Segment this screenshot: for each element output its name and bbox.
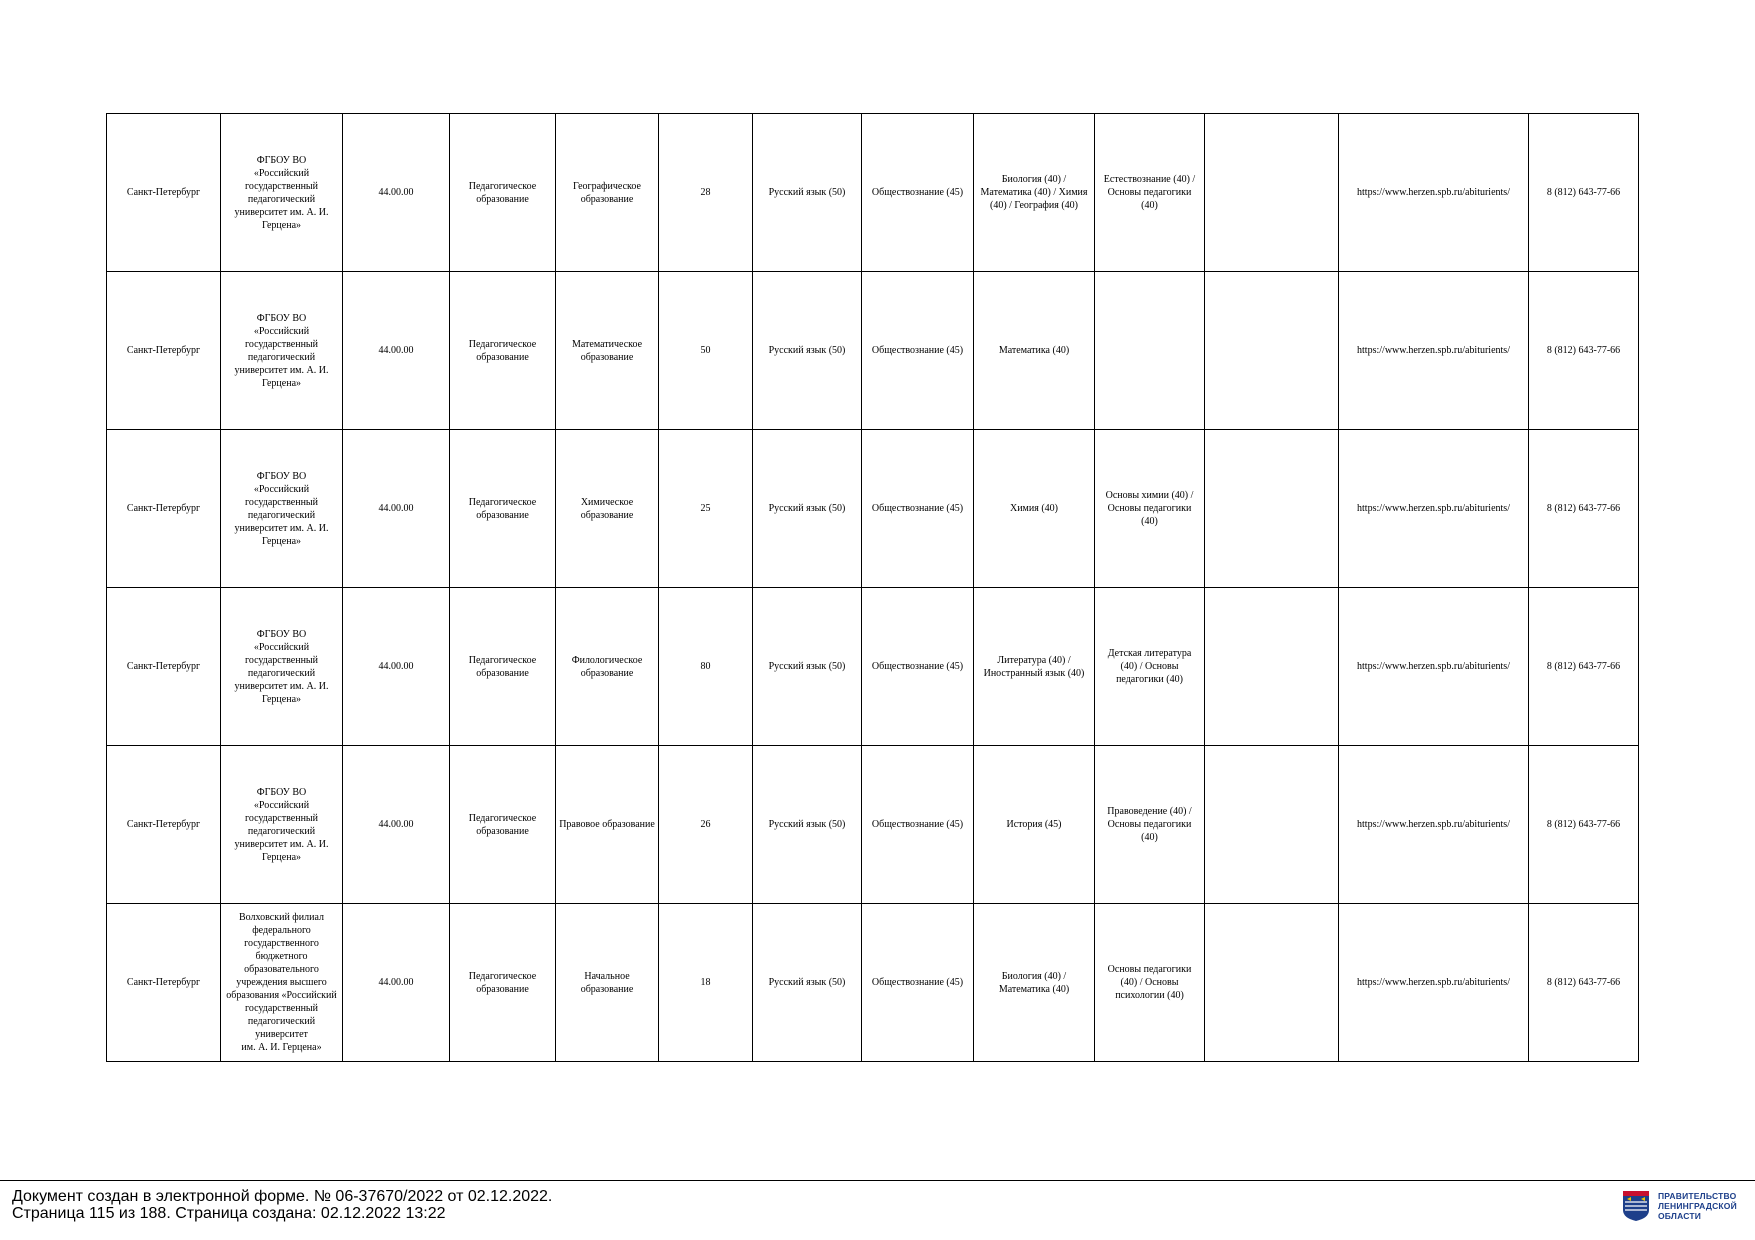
field-cell [450,114,556,272]
university-cell-line: ФГБОУ ВО [256,786,307,798]
exam-profile-cell-line: Математика (40) [998,983,1070,995]
university-cell-line: «Российский [253,325,310,337]
exam-social-cell: Обществознание (45) [862,746,974,904]
field-cell-line: Педагогическое [468,180,537,192]
phone-cell: 8 (812) 643-77-66 [1529,430,1639,588]
exam-profile-cell [974,114,1095,272]
university-cell-line: государственный [245,496,318,508]
university-cell-line: Герцена» [261,535,302,547]
university-cell-line: «Российский [253,483,310,495]
university-cell-line: «Российский [253,641,310,653]
university-cell-line: государственный [245,654,318,666]
exam-additional-cell-line: (40) [1141,832,1158,843]
profile-cell-line: Математическое [571,338,643,350]
admissions-table [106,113,1639,1062]
exam-additional-cell [1095,114,1205,272]
profile-cell-line: Химическое [580,496,634,508]
website-cell: https://www.herzen.spb.ru/abiturients/ [1339,746,1529,904]
profile-cell-line: образование [580,983,634,995]
exam-profile-cell-line: Математика (40) / Химия [980,187,1088,198]
profile-cell [556,114,659,272]
university-cell-line: государственный [245,1003,318,1014]
field-cell-line: Педагогическое [468,970,537,982]
profile-cell-line: образование [580,351,634,363]
exam-additional-cell-line: Основы химии (40) / [1105,490,1194,501]
city-cell: Санкт-Петербург [107,904,221,1062]
exam-profile-cell [974,904,1095,1062]
university-cell-line: федерального [252,925,311,936]
program-code-cell: 44.00.00 [343,272,450,430]
university-cell-line: образовательного [244,964,319,975]
exam-additional-cell-line: педагогики (40) [1116,674,1183,685]
empty-cell [1205,114,1339,272]
field-cell-line: Педагогическое [468,338,537,350]
exam-additional-cell [1095,588,1205,746]
university-cell-line: бюджетного [255,951,308,962]
university-cell [221,588,343,746]
profile-cell [556,272,659,430]
exam-profile-cell-line: Биология (40) / [1001,970,1067,982]
profile-cell [556,588,659,746]
exam-profile-cell [974,746,1095,904]
university-cell-line: государственного [244,938,319,949]
university-cell [221,904,343,1062]
university-cell-line: «Российский [253,799,310,811]
university-cell-line: государственный [245,812,318,824]
university-cell-line: им. А. И. Герцена» [241,1042,322,1053]
exam-additional-cell-line: Детская литература [1107,648,1192,659]
table-row [107,114,1639,272]
field-cell-line: Педагогическое [468,654,537,666]
phone-cell: 8 (812) 643-77-66 [1529,272,1639,430]
university-cell-line: Герцена» [261,377,302,389]
field-cell-line: образование [476,825,529,837]
exam-social-cell: Обществознание (45) [862,430,974,588]
exam-profile-cell-line: Биология (40) / [1001,174,1067,185]
website-cell: https://www.herzen.spb.ru/abiturients/ [1339,114,1529,272]
profile-cell [556,430,659,588]
program-code-cell: 44.00.00 [343,746,450,904]
logo-text-line-1: ПРАВИТЕЛЬСТВО [1658,1191,1737,1201]
field-cell-line: образование [476,193,529,205]
empty-cell [1205,588,1339,746]
university-cell-line: педагогический [247,825,316,837]
phone-cell: 8 (812) 643-77-66 [1529,588,1639,746]
exam-additional-cell-line: (40) / Основы [1120,977,1179,988]
phone-cell: 8 (812) 643-77-66 [1529,114,1639,272]
phone-cell: 8 (812) 643-77-66 [1529,746,1639,904]
website-cell: https://www.herzen.spb.ru/abiturients/ [1339,272,1529,430]
university-cell-line: Герцена» [261,851,302,863]
seats-cell: 26 [659,746,753,904]
city-cell: Санкт-Петербург [107,114,221,272]
city-cell: Санкт-Петербург [107,430,221,588]
exam-profile-cell-line: Химия (40) [1009,503,1058,514]
university-cell-line: университет им. А. И. [234,206,329,218]
field-cell-line: образование [476,667,529,679]
government-logo [1622,1190,1740,1224]
exam-additional-cell [1095,430,1205,588]
exam-additional-cell-line: Основы педагогики [1107,819,1192,830]
website-cell: https://www.herzen.spb.ru/abiturients/ [1339,588,1529,746]
empty-cell [1205,272,1339,430]
table-row [107,588,1639,746]
exam-profile-cell-line: Математика (40) [998,345,1070,356]
seats-cell: 25 [659,430,753,588]
field-cell-line: образование [476,983,529,995]
university-cell [221,114,343,272]
field-cell [450,272,556,430]
profile-cell-line: Филологическое [571,654,643,666]
profile-cell-line: образование [580,509,634,521]
exam-russian-cell: Русский язык (50) [753,430,862,588]
table-row [107,904,1639,1062]
website-cell: https://www.herzen.spb.ru/abiturients/ [1339,904,1529,1062]
university-cell-line: государственный [245,180,318,192]
university-cell-line: педагогический [247,667,316,679]
field-cell-line: образование [476,351,529,363]
seats-cell: 80 [659,588,753,746]
university-cell-line: Герцена» [261,219,302,231]
exam-additional-cell-line: Основы педагогики [1107,503,1192,514]
exam-additional-cell [1095,746,1205,904]
university-cell [221,272,343,430]
profile-cell-line: образование [580,193,634,205]
exam-additional-cell [1095,272,1205,430]
exam-russian-cell: Русский язык (50) [753,114,862,272]
profile-cell [556,746,659,904]
footer-divider [0,1180,1755,1181]
coat-of-arms-icon [1622,1190,1650,1222]
university-cell-line: университет им. А. И. [234,838,329,850]
university-cell-line: Герцена» [261,693,302,705]
profile-cell-line: Географическое [573,180,641,192]
exam-profile-cell-line: (40) / География (40) [989,200,1079,211]
table-row [107,272,1639,430]
exam-additional-cell-line: Основы педагогики [1107,187,1192,198]
field-cell-line: Педагогическое [468,496,537,508]
exam-social-cell: Обществознание (45) [862,904,974,1062]
exam-profile-cell-line: Иностранный язык (40) [983,667,1085,679]
field-cell [450,430,556,588]
footer-document-info: Документ создан в электронной форме. № 06-37670/2022 от 02.12.2022. [12,1188,553,1205]
footer-page-info: Страница 115 из 188. Страница создана: 02.12.2022 13:22 [12,1205,446,1222]
exam-russian-cell: Русский язык (50) [753,746,862,904]
program-code-cell: 44.00.00 [343,430,450,588]
exam-additional-cell-line: (40) [1141,516,1158,527]
university-cell-line: Волховский филиал [239,912,324,923]
profile-cell-line: образование [580,667,634,679]
exam-additional-cell-line: Правоведение (40) / [1107,806,1192,817]
university-cell-line: университет им. А. И. [234,364,329,376]
profile-cell-line: Начальное [584,970,630,982]
field-cell [450,904,556,1062]
exam-social-cell: Обществознание (45) [862,588,974,746]
exam-profile-cell-line: Литература (40) / [997,654,1071,666]
profile-cell-line: Правовое образование [559,819,655,830]
university-cell-line: ФГБОУ ВО [256,154,307,166]
university-cell [221,746,343,904]
seats-cell: 28 [659,114,753,272]
university-cell-line: университет им. А. И. [234,680,329,692]
university-cell-line: ФГБОУ ВО [256,628,307,640]
exam-russian-cell: Русский язык (50) [753,272,862,430]
exam-social-cell: Обществознание (45) [862,114,974,272]
exam-additional-cell [1095,904,1205,1062]
empty-cell [1205,746,1339,904]
university-cell-line: образования «Российский [226,990,337,1001]
exam-additional-cell-line: Естествознание (40) / [1103,174,1196,185]
university-cell-line: педагогический [247,193,316,205]
exam-russian-cell: Русский язык (50) [753,588,862,746]
table-row [107,746,1639,904]
table-body [107,114,1639,1062]
university-cell-line: педагогический [247,509,316,521]
table-row [107,430,1639,588]
university-cell [221,430,343,588]
exam-additional-cell-line: (40) [1141,200,1158,211]
university-cell-line: университет им. А. И. [234,522,329,534]
program-code-cell: 44.00.00 [343,588,450,746]
city-cell: Санкт-Петербург [107,272,221,430]
exam-profile-cell [974,588,1095,746]
logo-text-line-3: ОБЛАСТИ [1658,1211,1702,1221]
university-cell-line: педагогический [247,1016,316,1027]
exam-russian-cell: Русский язык (50) [753,904,862,1062]
city-cell: Санкт-Петербург [107,746,221,904]
university-cell-line: государственный [245,338,318,350]
empty-cell [1205,904,1339,1062]
university-cell-line: ФГБОУ ВО [256,470,307,482]
exam-profile-cell [974,430,1095,588]
city-cell: Санкт-Петербург [107,588,221,746]
exam-social-cell: Обществознание (45) [862,272,974,430]
field-cell-line: образование [476,509,529,521]
phone-cell: 8 (812) 643-77-66 [1529,904,1639,1062]
exam-additional-cell-line: Основы педагогики [1107,964,1192,975]
exam-additional-cell-line: психологии (40) [1115,990,1184,1001]
field-cell-line: Педагогическое [468,812,537,824]
exam-profile-cell [974,272,1095,430]
website-cell: https://www.herzen.spb.ru/abiturients/ [1339,430,1529,588]
empty-cell [1205,430,1339,588]
field-cell [450,746,556,904]
university-cell-line: педагогический [247,351,316,363]
exam-additional-cell-line: (40) / Основы [1120,661,1179,672]
university-cell-line: учреждения высшего [236,977,327,988]
seats-cell: 18 [659,904,753,1062]
university-cell-line: университет [255,1029,308,1040]
logo-text-line-2: ЛЕНИНГРАДСКОЙ [1658,1201,1737,1211]
seats-cell: 50 [659,272,753,430]
exam-profile-cell-line: История (45) [1006,819,1062,830]
university-cell-line: ФГБОУ ВО [256,312,307,324]
program-code-cell: 44.00.00 [343,114,450,272]
profile-cell [556,904,659,1062]
field-cell [450,588,556,746]
university-cell-line: «Российский [253,167,310,179]
program-code-cell: 44.00.00 [343,904,450,1062]
